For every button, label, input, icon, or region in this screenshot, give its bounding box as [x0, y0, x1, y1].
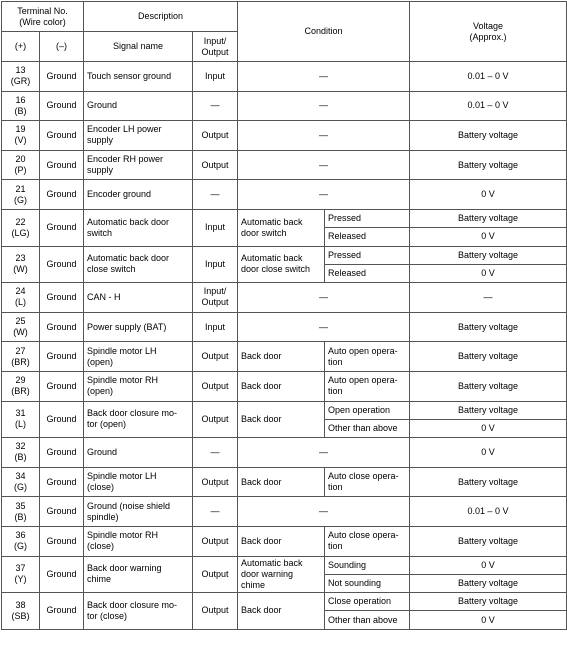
- condition-item: Back door: [238, 526, 325, 556]
- condition-header: Condition: [238, 2, 410, 62]
- terminal-number: 13 (GR): [2, 62, 40, 92]
- condition-state: Other than above: [325, 611, 410, 629]
- condition-item: Back door: [238, 401, 325, 438]
- input-output: Input: [193, 312, 238, 342]
- condition-item: Automatic back door close switch: [238, 246, 325, 283]
- input-output-header: Input/ Output: [193, 32, 238, 62]
- ground-terminal: Ground: [40, 283, 84, 313]
- terminal-number: 16 (B): [2, 91, 40, 121]
- terminal-number: 24 (L): [2, 283, 40, 313]
- condition-state: Auto open opera- tion: [325, 371, 410, 401]
- ground-terminal: Ground: [40, 342, 84, 372]
- condition-state: Other than above: [325, 419, 410, 437]
- input-output: Output: [193, 556, 238, 593]
- input-output: —: [193, 91, 238, 121]
- signal-name: Touch sensor ground: [84, 62, 193, 92]
- table-row: [2, 283, 567, 313]
- input-output: Input: [193, 246, 238, 283]
- terminal-number: 32 (B): [2, 438, 40, 468]
- voltage-value: —: [410, 283, 567, 313]
- input-output: —: [193, 438, 238, 468]
- plus-header: (+): [2, 32, 40, 62]
- table-row: [2, 556, 567, 574]
- signal-name: Automatic back door close switch: [84, 246, 193, 283]
- signal-name: Ground: [84, 438, 193, 468]
- signal-name: Spindle motor LH (open): [84, 342, 193, 372]
- voltage-value: 0.01 – 0 V: [410, 497, 567, 527]
- ground-terminal: Ground: [40, 556, 84, 593]
- condition-item: Back door: [238, 467, 325, 497]
- table-row: [2, 342, 567, 372]
- table-row: [2, 209, 567, 227]
- voltage-value: 0.01 – 0 V: [410, 91, 567, 121]
- terminal-number: 38 (SB): [2, 593, 40, 630]
- input-output: Output: [193, 526, 238, 556]
- input-output: Output: [193, 371, 238, 401]
- ground-terminal: Ground: [40, 438, 84, 468]
- condition-state: Pressed: [325, 209, 410, 227]
- ground-terminal: Ground: [40, 467, 84, 497]
- terminal-number: 35 (B): [2, 497, 40, 527]
- condition: —: [238, 438, 410, 468]
- voltage-value: Battery voltage: [410, 121, 567, 151]
- terminal-number: 20 (P): [2, 150, 40, 180]
- voltage-value: Battery voltage: [410, 371, 567, 401]
- ground-terminal: Ground: [40, 209, 84, 246]
- terminal-number: 23 (W): [2, 246, 40, 283]
- ground-terminal: Ground: [40, 91, 84, 121]
- voltage-value: 0 V: [410, 228, 567, 246]
- signal-name: Power supply (BAT): [84, 312, 193, 342]
- table-row: [2, 121, 567, 151]
- ground-terminal: Ground: [40, 312, 84, 342]
- voltage-value: Battery voltage: [410, 342, 567, 372]
- condition-item: Back door: [238, 342, 325, 372]
- table-row: [2, 91, 567, 121]
- condition: —: [238, 91, 410, 121]
- signal-name: Spindle motor RH (close): [84, 526, 193, 556]
- ground-terminal: Ground: [40, 121, 84, 151]
- ground-terminal: Ground: [40, 371, 84, 401]
- ground-terminal: Ground: [40, 526, 84, 556]
- terminal-number: 36 (G): [2, 526, 40, 556]
- voltage-value: Battery voltage: [410, 467, 567, 497]
- ground-terminal: Ground: [40, 180, 84, 210]
- table-row: [2, 401, 567, 419]
- table-row: [2, 180, 567, 210]
- ground-terminal: Ground: [40, 62, 84, 92]
- voltage-value: 0 V: [410, 556, 567, 574]
- signal-name: Back door warning chime: [84, 556, 193, 593]
- terminal-number: 21 (G): [2, 180, 40, 210]
- voltage-value: Battery voltage: [410, 312, 567, 342]
- signal-name: Encoder RH power supply: [84, 150, 193, 180]
- ground-terminal: Ground: [40, 150, 84, 180]
- signal-name: Ground: [84, 91, 193, 121]
- ground-terminal: Ground: [40, 593, 84, 630]
- terminal-number: 19 (V): [2, 121, 40, 151]
- table-row: [2, 593, 567, 611]
- condition-state: Released: [325, 264, 410, 282]
- voltage-value: Battery voltage: [410, 526, 567, 556]
- table-row: [2, 526, 567, 556]
- voltage-value: Battery voltage: [410, 401, 567, 419]
- voltage-value: 0 V: [410, 180, 567, 210]
- table-row: [2, 371, 567, 401]
- voltage-value: Battery voltage: [410, 246, 567, 264]
- condition-state: Open operation: [325, 401, 410, 419]
- terminal-header: Terminal No. (Wire color): [2, 2, 84, 32]
- condition-state: Released: [325, 228, 410, 246]
- terminal-number: 25 (W): [2, 312, 40, 342]
- signal-name: Encoder ground: [84, 180, 193, 210]
- terminal-number: 34 (G): [2, 467, 40, 497]
- condition-item: Automatic back door switch: [238, 209, 325, 246]
- input-output: —: [193, 180, 238, 210]
- description-header: Description: [84, 2, 238, 32]
- ground-terminal: Ground: [40, 497, 84, 527]
- table-row: [2, 467, 567, 497]
- voltage-value: 0 V: [410, 611, 567, 629]
- condition-item: Back door: [238, 371, 325, 401]
- terminal-number: 29 (BR): [2, 371, 40, 401]
- voltage-value: Battery voltage: [410, 593, 567, 611]
- input-output: Output: [193, 401, 238, 438]
- terminal-number: 31 (L): [2, 401, 40, 438]
- input-output: Input/ Output: [193, 283, 238, 313]
- input-output: Output: [193, 342, 238, 372]
- condition-state: Auto close opera- tion: [325, 467, 410, 497]
- condition-state: Not sounding: [325, 574, 410, 592]
- voltage-value: 0 V: [410, 438, 567, 468]
- table-row: [2, 497, 567, 527]
- terminal-number: 22 (LG): [2, 209, 40, 246]
- minus-header: (–): [40, 32, 84, 62]
- input-output: —: [193, 497, 238, 527]
- signal-name-header: Signal name: [84, 32, 193, 62]
- condition-state: Sounding: [325, 556, 410, 574]
- input-output: Output: [193, 593, 238, 630]
- table-row: [2, 150, 567, 180]
- voltage-value: 0 V: [410, 264, 567, 282]
- signal-name: Encoder LH power supply: [84, 121, 193, 151]
- signal-name: Back door closure mo- tor (close): [84, 593, 193, 630]
- condition-state: Close operation: [325, 593, 410, 611]
- ground-terminal: Ground: [40, 401, 84, 438]
- signal-name: Back door closure mo- tor (open): [84, 401, 193, 438]
- input-output: Output: [193, 121, 238, 151]
- condition: —: [238, 180, 410, 210]
- voltage-value: Battery voltage: [410, 209, 567, 227]
- table-row: [2, 62, 567, 92]
- voltage-value: 0.01 – 0 V: [410, 62, 567, 92]
- input-output: Input: [193, 62, 238, 92]
- condition: —: [238, 150, 410, 180]
- voltage-value: Battery voltage: [410, 574, 567, 592]
- table-row: [2, 312, 567, 342]
- signal-name: Spindle motor LH (close): [84, 467, 193, 497]
- ground-terminal: Ground: [40, 246, 84, 283]
- signal-name: Ground (noise shield spindle): [84, 497, 193, 527]
- condition: —: [238, 497, 410, 527]
- signal-name: Spindle motor RH (open): [84, 371, 193, 401]
- condition: —: [238, 283, 410, 313]
- voltage-value: 0 V: [410, 419, 567, 437]
- condition: —: [238, 312, 410, 342]
- table-row: [2, 246, 567, 264]
- condition-state: Pressed: [325, 246, 410, 264]
- voltage-header: Voltage (Approx.): [410, 2, 567, 62]
- terminal-number: 37 (Y): [2, 556, 40, 593]
- voltage-value: Battery voltage: [410, 150, 567, 180]
- terminal-number: 27 (BR): [2, 342, 40, 372]
- table-row: [2, 438, 567, 468]
- signal-name: CAN - H: [84, 283, 193, 313]
- input-output: Output: [193, 150, 238, 180]
- condition-state: Auto close opera- tion: [325, 526, 410, 556]
- condition-item: Back door: [238, 593, 325, 630]
- signal-name: Automatic back door switch: [84, 209, 193, 246]
- terminal-table: [1, 1, 567, 630]
- condition: —: [238, 121, 410, 151]
- condition: —: [238, 62, 410, 92]
- input-output: Input: [193, 209, 238, 246]
- input-output: Output: [193, 467, 238, 497]
- condition-item: Automatic back door warning chime: [238, 556, 325, 593]
- condition-state: Auto open opera- tion: [325, 342, 410, 372]
